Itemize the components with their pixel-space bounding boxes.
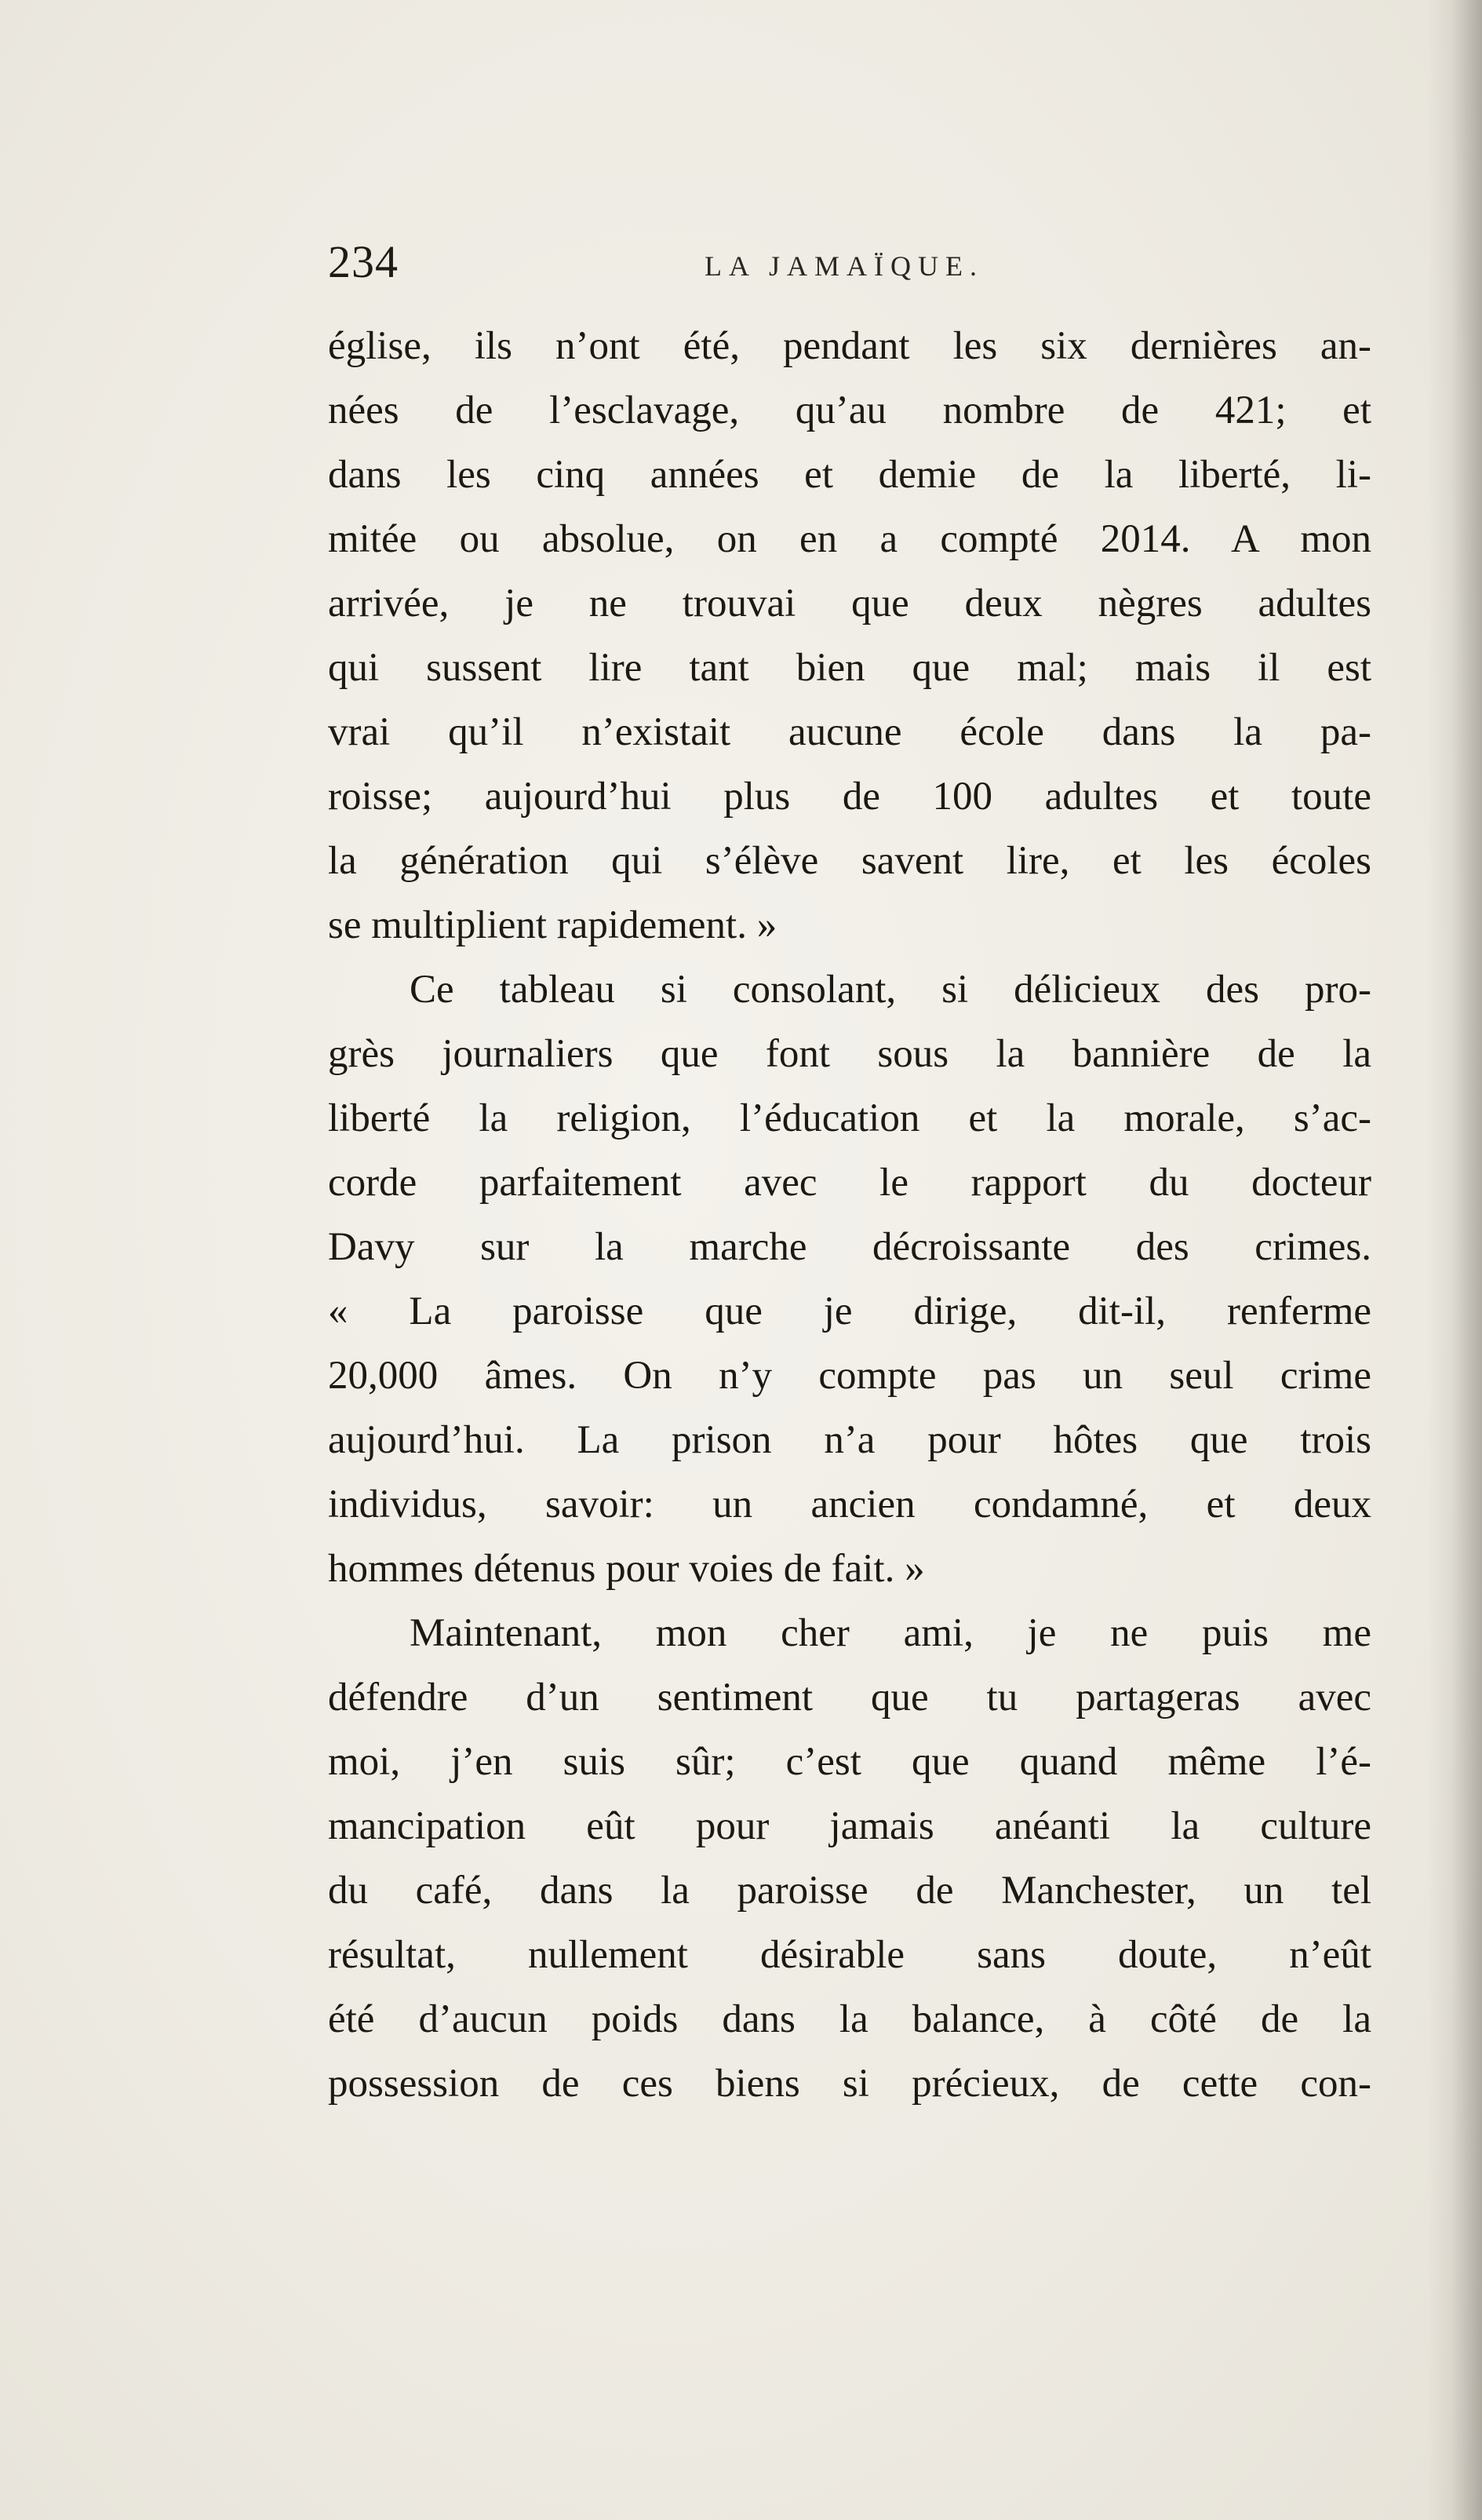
paragraph-start-line: Maintenant, mon cher ami, je ne puis me: [410, 1611, 1371, 1655]
text-line: possession de ces biens si précieux, de cette con-: [328, 2062, 1371, 2106]
text-line: la génération qui s’élève savent lire, et les écoles: [328, 839, 1371, 883]
text-line: arrivée, je ne trouvai que deux nègres adultes: [328, 582, 1371, 625]
text-line: vrai qu’il n’existait aucune école dans la pa-: [328, 710, 1371, 754]
text-line: église, ils n’ont été, pendant les six dernières an-: [328, 324, 1371, 368]
text-line: résultat, nullement désirable sans doute, n’eût: [328, 1933, 1371, 1977]
text-line: qui sussent lire tant bien que mal; mais il est: [328, 646, 1371, 690]
page-header: [328, 235, 1364, 298]
text-line: corde parfaitement avec le rapport du docteur: [328, 1161, 1371, 1205]
text-line: dans les cinq années et demie de la liberté, li-: [328, 453, 1371, 497]
text-line: roisse; aujourd’hui plus de 100 adultes et toute: [328, 775, 1371, 819]
text-line: mitée ou absolue, on en a compté 2014. A mon: [328, 517, 1371, 561]
text-line: du café, dans la paroisse de Manchester, un tel: [328, 1869, 1371, 1913]
text-line: 20,000 âmes. On n’y compte pas un seul crime: [328, 1354, 1371, 1398]
text-line: grès journaliers que font sous la bannière de la: [328, 1032, 1371, 1076]
text-line: « La paroisse que je dirige, dit-il, renferme: [328, 1289, 1371, 1333]
text-line: moi, j’en suis sûr; c’est que quand même l’é-: [328, 1740, 1371, 1784]
paragraph-end-line: hommes détenus pour voies de fait. »: [328, 1547, 925, 1591]
text-line: mancipation eût pour jamais anéanti la culture: [328, 1804, 1371, 1848]
paragraph-end-line: se multiplient rapidement. »: [328, 903, 777, 947]
running-head: LA JAMAÏQUE.: [705, 250, 984, 282]
text-line: liberté la religion, l’éducation et la morale, s’ac-: [328, 1096, 1371, 1140]
page-gutter-shadow: [1427, 0, 1482, 2520]
body-text: [328, 314, 1371, 2116]
paragraph-start-line: Ce tableau si consolant, si délicieux des pro-: [410, 968, 1371, 1012]
text-line: nées de l’esclavage, qu’au nombre de 421; et: [328, 388, 1371, 432]
text-line: été d’aucun poids dans la balance, à côté de la: [328, 1997, 1371, 2041]
text-line: individus, savoir: un ancien condamné, et deux: [328, 1482, 1371, 1526]
text-line: aujourd’hui. La prison n’a pour hôtes que trois: [328, 1418, 1371, 1462]
text-line: défendre d’un sentiment que tu partageras avec: [328, 1676, 1371, 1720]
text-line: Davy sur la marche décroissante des crimes.: [328, 1225, 1371, 1269]
page-number: 234: [328, 236, 399, 287]
